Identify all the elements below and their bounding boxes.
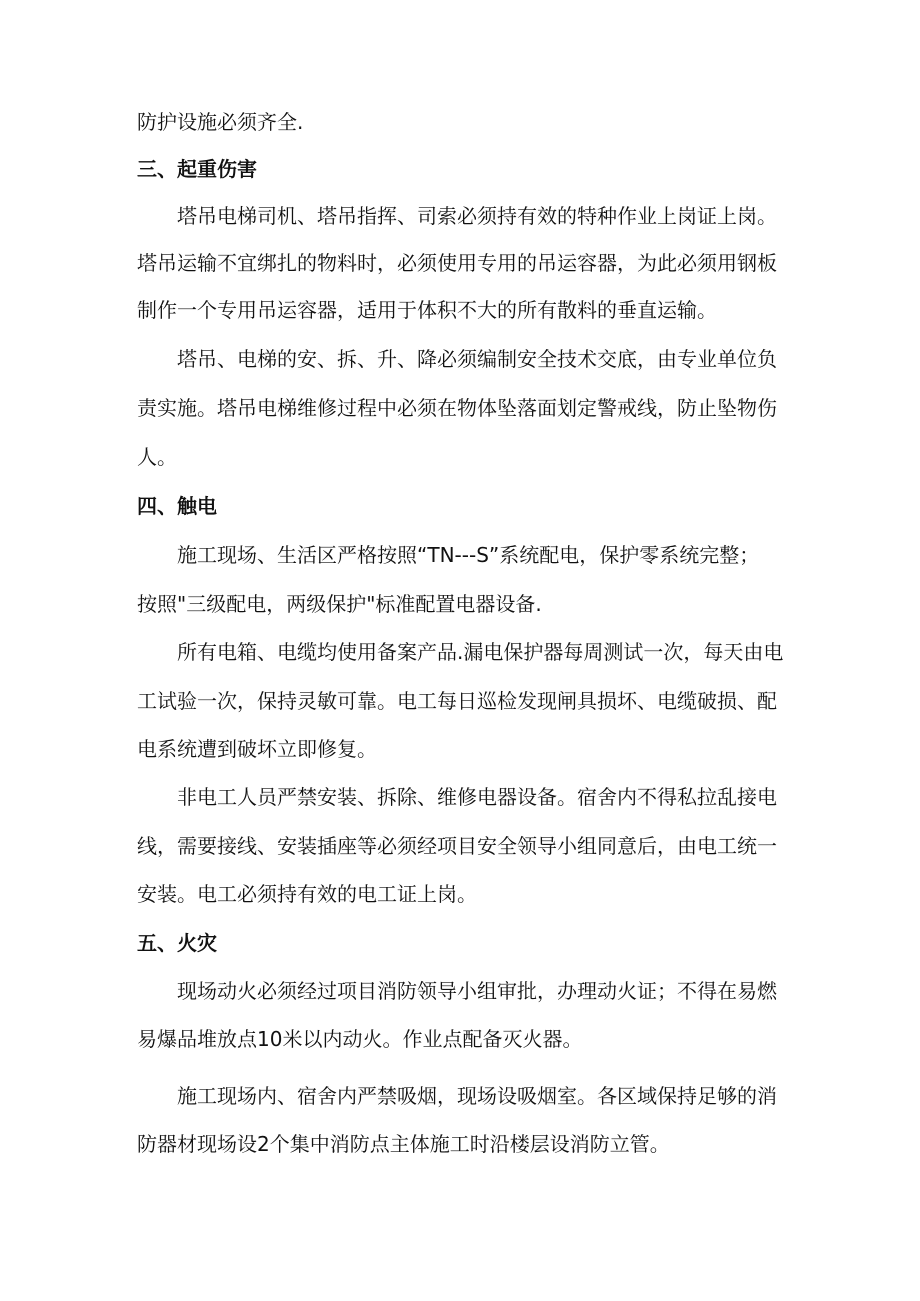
paragraph-line: 塔吊运输不宜绑扎的物料时，必须使用专用的吊运容器，为此必须用钢板	[137, 251, 777, 275]
paragraph-line: 塔吊电梯司机、塔吊指挥、司索必须持有效的特种作业上岗证上岗。	[177, 204, 777, 228]
paragraph-line: 线，需要接线、安装插座等必须经项目安全领导小组同意后，由电工统一	[137, 834, 777, 858]
paragraph-line: 安装。电工必须持有效的电工证上岗。	[137, 882, 477, 906]
paragraph-line: 施工现场内、宿舍内严禁吸烟，现场设吸烟室。各区域保持足够的消	[177, 1084, 777, 1108]
paragraph-line: 按照"三级配电，两级保护"标准配置电器设备.	[137, 592, 542, 616]
paragraph-line: 塔吊、电梯的安、拆、升、降必须编制安全技术交底，由专业单位负	[177, 347, 777, 371]
paragraph-line: 责实施。塔吊电梯维修过程中必须在物体坠落面划定警戒线，防止坠物伤	[137, 396, 777, 420]
section-heading-lifting-injury: 三、起重伤害	[137, 157, 257, 181]
section-heading-fire: 五、火灾	[137, 931, 217, 955]
paragraph-line: 防护设施必须齐全.	[137, 110, 304, 134]
paragraph-line: 易爆品堆放点10米以内动火。作业点配备灭火器。	[137, 1027, 583, 1051]
paragraph-line: 工试验一次，保持灵敏可靠。电工每日巡检发现闸具损坏、电缆破损、配	[137, 689, 777, 713]
paragraph-line: 制作一个专用吊运容器，适用于体积不大的所有散料的垂直运输。	[137, 298, 717, 322]
paragraph-line: 所有电箱、电缆均使用备案产品.漏电保护器每周测试一次，每天由电	[177, 640, 784, 664]
paragraph-line: 防器材现场设2个集中消防点主体施工时沿楼层设消防立管。	[137, 1132, 670, 1156]
paragraph-line: 电系统遭到破坏立即修复。	[137, 737, 377, 761]
paragraph-line: 施工现场、生活区严格按照“TN---S”系统配电，保护零系统完整；	[177, 543, 760, 567]
paragraph-line: 人。	[137, 445, 177, 469]
paragraph-line: 非电工人员严禁安装、拆除、维修电器设备。宿舍内不得私拉乱接电	[177, 785, 777, 809]
paragraph-line: 现场动火必须经过项目消防领导小组审批，办理动火证；不得在易燃	[177, 979, 777, 1003]
section-heading-electric-shock: 四、触电	[137, 494, 217, 518]
